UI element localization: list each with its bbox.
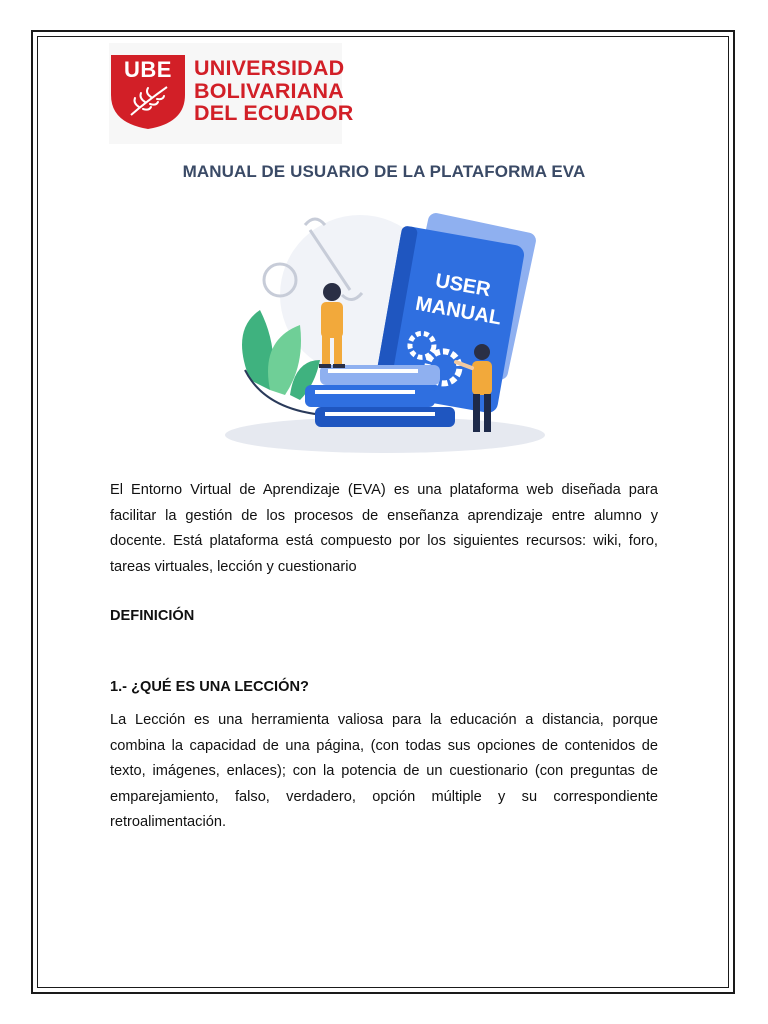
book-title-line-1: USER: [433, 269, 493, 302]
book-title-line-2: MANUAL: [413, 292, 503, 330]
answer-line: retroalimentación.: [110, 814, 226, 830]
answer-line: texto, imágenes, enlaces); con la potencia de un cuestionario (con preguntas de: [110, 763, 658, 779]
answer-line: emparejamiento, falso, verdadero, opción múltiple y su correspondiente: [110, 788, 658, 805]
logo-abbreviation: UBE: [124, 57, 172, 82]
logo-line-2: BOLIVARIANA: [194, 78, 344, 103]
intro-line: facilitar la gestión de los procesos de enseñanza aprendizaje entre alumno y: [110, 507, 658, 524]
document-title: MANUAL DE USUARIO DE LA PLATAFORMA EVA: [182, 162, 586, 181]
answer-line: La Lección es una herramienta valiosa para la educación a distancia, porque: [110, 712, 658, 728]
answer-paragraph: [110, 708, 658, 836]
user-manual-illustration: [210, 190, 550, 465]
question-heading: 1.- ¿QUÉ ES UNA LECCIÓN?: [110, 679, 309, 695]
intro-paragraph: [110, 478, 658, 580]
intro-line: docente. Está plataforma está compuesto por los siguientes recursos: wiki, foro,: [110, 533, 658, 549]
logo-name: [194, 57, 353, 125]
intro-line: El Entorno Virtual de Aprendizaje (EVA) es una plataforma web diseñada para: [110, 482, 658, 498]
university-logo: [109, 43, 354, 144]
logo-line-1: UNIVERSIDAD: [194, 56, 345, 80]
logo-line-3: DEL ECUADOR: [194, 101, 354, 125]
intro-line: tareas virtuales, lección y cuestionario: [110, 558, 357, 575]
answer-line: combina la capacidad de una página, (con todas sus opciones de contenidos de: [110, 737, 658, 754]
section-heading: DEFINICIÓN: [110, 608, 195, 624]
